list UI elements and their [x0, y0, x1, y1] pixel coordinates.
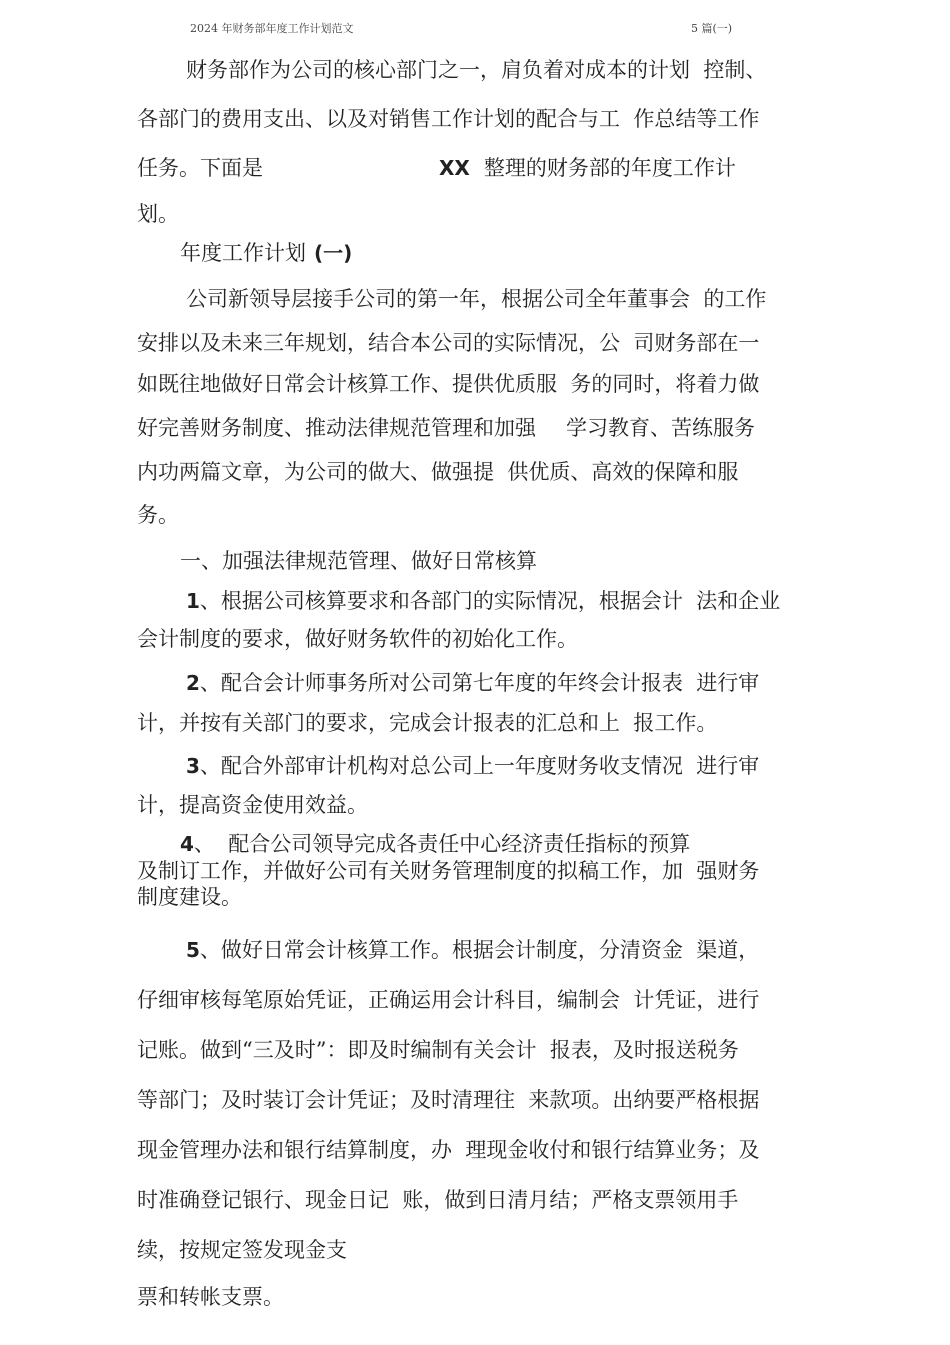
plan-heading-num: (一) [314, 241, 353, 265]
item-3-text: 、配合外部审计机构对总公司上一年度财务收支情况 进行审 [199, 754, 760, 778]
item-5-line-8: 票和转帐支票。 [137, 1285, 284, 1309]
item-4-line-2: 及制订工作，并做好公司有关财务管理制度的拟稿工作，加 强财务 [137, 859, 760, 883]
plan-heading-text: 年度工作计划 [180, 241, 306, 265]
page-header-count: 5 篇(一) [691, 22, 733, 35]
para1-line-6: 务。 [137, 503, 179, 527]
intro-line-3-c: 整理的财务部的年度工作计 [483, 156, 736, 180]
item-5-text: 、做好日常会计核算工作。根据会计制度，分清资金 渠道， [199, 938, 760, 962]
item-3-line-2: 计，提高资金使用效益。 [137, 793, 368, 817]
item-2-text: 、配合会计师事务所对公司第七年度的年终会计报表 进行审 [199, 671, 760, 695]
para1-line-2: 安排以及未来三年规划，结合本公司的实际情况，公 司财务部在一 [137, 331, 760, 355]
para1-line-3: 如既往地做好日常会计核算工作、提供优质服 务的同时，将着力做 [137, 372, 760, 396]
page-header-title: 2024 年财务部年度工作计划范文 [190, 22, 354, 35]
item-5-num: 5 [186, 938, 200, 962]
item-1-line-2: 会计制度的要求，做好财务软件的初始化工作。 [137, 627, 578, 651]
item-5-line-4: 等部门；及时装订会计凭证；及时清理往 来款项。出纳要严格根据 [137, 1088, 760, 1112]
item-3-line-1 [186, 756, 759, 777]
item-4-num: 4 [180, 832, 194, 856]
item-2-line-1 [186, 673, 759, 694]
item-5-line-2: 仔细审核每笔原始凭证，正确运用会计科目，编制会 计凭证，进行 [137, 988, 760, 1012]
item-5-line-6: 时准确登记银行、现金日记 账，做到日清月结；严格支票领用手 [137, 1188, 739, 1212]
para1-line-4-b: 学习教育、苦练服务 [566, 416, 755, 440]
para1-line-4 [137, 418, 755, 439]
section1-title: 一、加强法律规范管理、做好日常核算 [180, 549, 537, 573]
item-2-num: 2 [186, 671, 200, 695]
intro-line-2: 各部门的费用支出、以及对销售工作计划的配合与工 作总结等工作 [137, 107, 760, 131]
xx-placeholder: XX [439, 156, 470, 180]
item-4-text: 、 配合公司领导完成各责任中心经济责任指标的预算 [193, 832, 691, 856]
intro-line-3-a: 任务。下面是 [137, 156, 263, 180]
intro-line-3 [137, 158, 736, 179]
item-3-num: 3 [186, 754, 200, 778]
para1-line-5: 内功两篇文章，为公司的做大、做强提 供优质、高效的保障和服 [137, 460, 739, 484]
plan-heading [180, 243, 352, 264]
item-1-line-1 [186, 591, 780, 612]
item-4-line-1 [180, 834, 690, 855]
item-2-line-2: 计，并按有关部门的要求，完成会计报表的汇总和上 报工作。 [137, 711, 718, 735]
item-1-num: 1 [186, 589, 200, 613]
item-5-line-3: 记账。做到“三及时”：即及时编制有关会计 报表，及时报送税务 [137, 1038, 739, 1062]
item-5-line-7: 续，按规定签发现金支 [137, 1238, 347, 1262]
para1-line-1: 公司新领导层接手公司的第一年，根据公司全年董事会 的工作 [186, 287, 767, 311]
item-5-line-5: 现金管理办法和银行结算制度，办 理现金收付和银行结算业务；及 [137, 1138, 760, 1162]
intro-line-4: 划。 [137, 202, 179, 226]
para1-line-4-a: 好完善财务制度、推动法律规范管理和加强 [137, 416, 536, 440]
item-4-line-3: 制度建设。 [137, 885, 242, 909]
item-1-text: 、根据公司核算要求和各部门的实际情况，根据会计 法和企业 [199, 589, 781, 613]
item-5-line-1 [186, 940, 759, 961]
intro-line-1: 财务部作为公司的核心部门之一，肩负着对成本的计划 控制、 [186, 58, 767, 82]
